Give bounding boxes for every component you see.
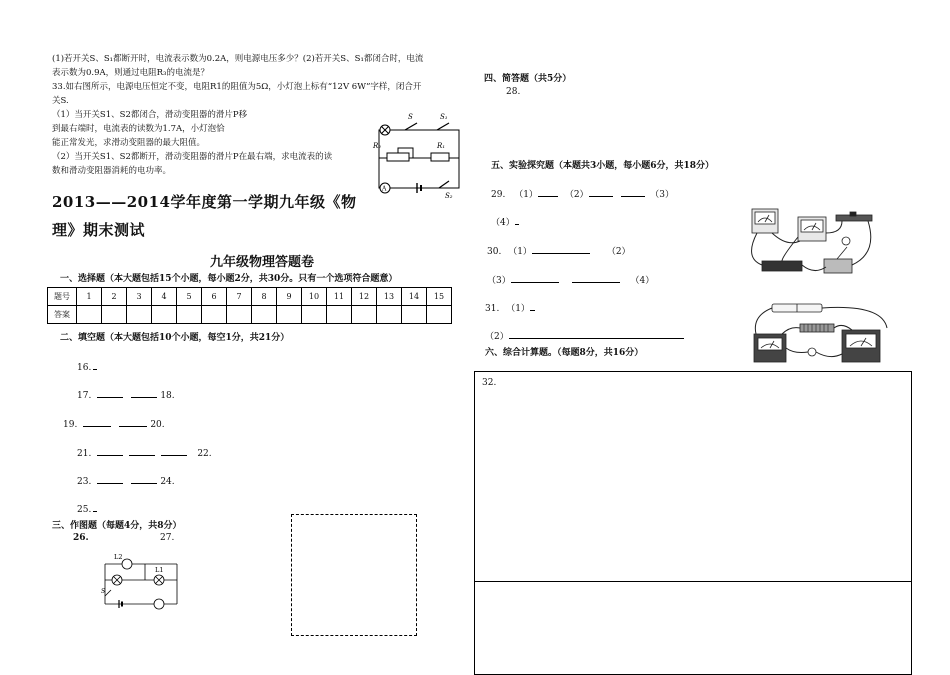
electromagnet-apparatus-illustration [742, 298, 900, 370]
question-number: 4 [152, 288, 177, 306]
table-row [48, 288, 452, 306]
question-number: 24. [160, 477, 175, 487]
answer-blank[interactable] [509, 329, 684, 339]
q31-line1 [485, 301, 535, 314]
question-number: 9 [277, 288, 302, 306]
answer-cell[interactable] [102, 306, 127, 324]
answer-cell[interactable] [402, 306, 427, 324]
question-number: 16. [77, 363, 92, 373]
q33-circuit-diagram [365, 110, 470, 200]
circuit-label-r1: R₁ [437, 142, 446, 150]
question-number: 32. [482, 378, 497, 388]
q33-line: 关S. [52, 96, 69, 106]
question-number: 25. [77, 505, 92, 515]
answer-blank[interactable] [93, 502, 97, 512]
section6-heading: 六、综合计算题。（每题8分，共16分） [485, 348, 644, 358]
answer-blank[interactable] [538, 187, 558, 197]
answer-cell[interactable] [377, 306, 402, 324]
answer-cell[interactable] [302, 306, 327, 324]
circuit-label-s2: S₂ [445, 192, 453, 200]
choice-answer-table [47, 287, 452, 324]
section1-heading: 一、选择题（本大题包括15个小题，每小题2分，共30分。只有一个选项符合题意） [60, 274, 398, 284]
section4-heading: 四、简答题（共5分） [484, 74, 572, 84]
answer-cell[interactable] [352, 306, 377, 324]
question-number: 17. [77, 391, 92, 401]
fill-q19-20 [63, 417, 165, 430]
answer-blank[interactable] [161, 446, 187, 456]
circuit-label-s: S [101, 588, 106, 595]
circuit-label-s1: S₁ [440, 113, 448, 121]
answer-blank[interactable] [131, 388, 157, 398]
answer-blank[interactable] [93, 360, 97, 370]
q33-answer-box[interactable] [474, 581, 912, 675]
intro-line: (1)若开关S、S₁都断开时，电流表示数为0.2A，则电源电压多少？(2)若开关S、S₁都闭合时，电流 [52, 54, 424, 64]
part-label: （1） [506, 304, 530, 314]
question-number: 31. [485, 304, 500, 314]
fill-q16 [77, 360, 97, 373]
question-number: 15 [427, 288, 452, 306]
question-number: 6 [202, 288, 227, 306]
intro-line: 表示数为0.9A，则通过电阻R₃的电流是？ [52, 68, 209, 78]
section3-heading: 三、作图题（每题4分，共8分） [52, 521, 182, 531]
fill-q23-24 [77, 474, 175, 487]
part-label: （3） [650, 190, 675, 200]
q33-part2: （2）当开关S1、S2都断开，滑动变阻器的滑片P在最右端，求电流表的读 [52, 152, 333, 162]
question-number: 18. [160, 391, 175, 401]
question-number: 1 [77, 288, 102, 306]
question-number: 30. [487, 247, 502, 257]
exam-title-line2: 理》期末测试 [52, 221, 146, 239]
question-number: 11 [327, 288, 352, 306]
q33-part1: （1）当开关S1、S2都闭合，滑动变阻器的滑片P移 [52, 110, 248, 120]
fill-q25 [77, 502, 97, 515]
answer-cell[interactable] [152, 306, 177, 324]
q29-line1 [491, 187, 674, 200]
question-number: 8 [252, 288, 277, 306]
row-label: 题号 [48, 288, 77, 306]
answer-blank[interactable] [119, 417, 147, 427]
answer-blank[interactable] [621, 187, 645, 197]
part-label: （2） [606, 247, 631, 257]
question-number: 10 [302, 288, 327, 306]
section5-heading: 五、实验探究题（本题共3小题，每小题6分，共18分） [491, 161, 715, 171]
circuit-label-l2: L2 [114, 553, 123, 561]
fill-q17-18 [77, 388, 175, 401]
q33-part1: 能正常发光，求滑动变阻器的最大阻值。 [52, 138, 206, 148]
row-label: 答案 [48, 306, 77, 324]
answer-cell[interactable] [127, 306, 152, 324]
answer-blank[interactable] [572, 273, 620, 283]
question-number: 23. [77, 477, 92, 487]
part-label: （1） [514, 190, 538, 200]
q27-drawing-area[interactable] [291, 514, 417, 636]
q33-part1: 到最右端时，电流表的读数为1.7A，小灯泡恰 [52, 124, 225, 134]
question-number: 26. [73, 533, 89, 543]
answer-blank[interactable] [97, 446, 123, 456]
part-label: （2） [485, 332, 509, 342]
answer-cell[interactable] [277, 306, 302, 324]
q30-line1 [487, 244, 631, 257]
part-label: （4） [491, 218, 515, 228]
answer-blank[interactable] [131, 474, 157, 484]
question-number: 19. [63, 420, 78, 430]
answer-blank[interactable] [515, 215, 519, 225]
answer-cell[interactable] [327, 306, 352, 324]
part-label: （1） [508, 247, 532, 257]
circuit-label-a: A [382, 185, 387, 193]
q32-answer-box[interactable] [474, 371, 912, 582]
answer-cell[interactable] [202, 306, 227, 324]
answer-cell[interactable] [77, 306, 102, 324]
answer-cell[interactable] [252, 306, 277, 324]
question-number: 5 [177, 288, 202, 306]
question-number: 21. [77, 449, 92, 459]
table-row [48, 306, 452, 324]
q29-line2 [491, 215, 519, 228]
answer-cell[interactable] [227, 306, 252, 324]
q33-line: 33.如右图所示，电源电压恒定不变，电阻R1的阻值为5Ω，小灯泡上标有“12V 6W”字样，闭合开 [52, 82, 422, 92]
circuit-label-r2: R₂ [373, 142, 382, 150]
question-number: 20. [150, 420, 165, 430]
question-number: 29. [491, 190, 506, 200]
question-number: 28. [506, 87, 521, 97]
answer-blank[interactable] [97, 474, 123, 484]
answer-blank[interactable] [530, 301, 535, 311]
q33-part2: 数和滑动变阻器消耗的电功率。 [52, 166, 172, 176]
fill-q21-22 [77, 446, 212, 459]
exam-title-line1: 2013——2014学年度第一学期九年级《物 [52, 193, 357, 211]
answer-blank[interactable] [532, 244, 590, 254]
answer-blank[interactable] [97, 388, 123, 398]
answer-blank[interactable] [83, 417, 111, 427]
q30-line2 [487, 273, 654, 286]
q26-circuit-diagram [95, 550, 185, 610]
question-number: 22. [197, 449, 212, 459]
part-label: （3） [487, 276, 511, 286]
answer-blank[interactable] [511, 273, 559, 283]
q31-line2 [485, 329, 684, 342]
experiment-apparatus-illustration [742, 203, 880, 281]
question-number: 13 [377, 288, 402, 306]
question-number: 27. [160, 533, 175, 543]
part-label: （4） [630, 276, 655, 286]
question-number: 7 [227, 288, 252, 306]
answer-blank[interactable] [129, 446, 155, 456]
question-number: 14 [402, 288, 427, 306]
circuit-label-s: S [408, 113, 413, 121]
part-label: （2） [564, 190, 589, 200]
circuit-label-l1: L1 [155, 566, 164, 574]
answer-sheet-title: 九年级物理答题卷 [210, 255, 315, 270]
section2-heading: 二、填空题（本大题包括10个小题，每空1分，共21分） [60, 333, 290, 343]
answer-cell[interactable] [177, 306, 202, 324]
answer-blank[interactable] [589, 187, 613, 197]
question-number: 12 [352, 288, 377, 306]
answer-cell[interactable] [427, 306, 452, 324]
question-number: 3 [127, 288, 152, 306]
question-number: 2 [102, 288, 127, 306]
